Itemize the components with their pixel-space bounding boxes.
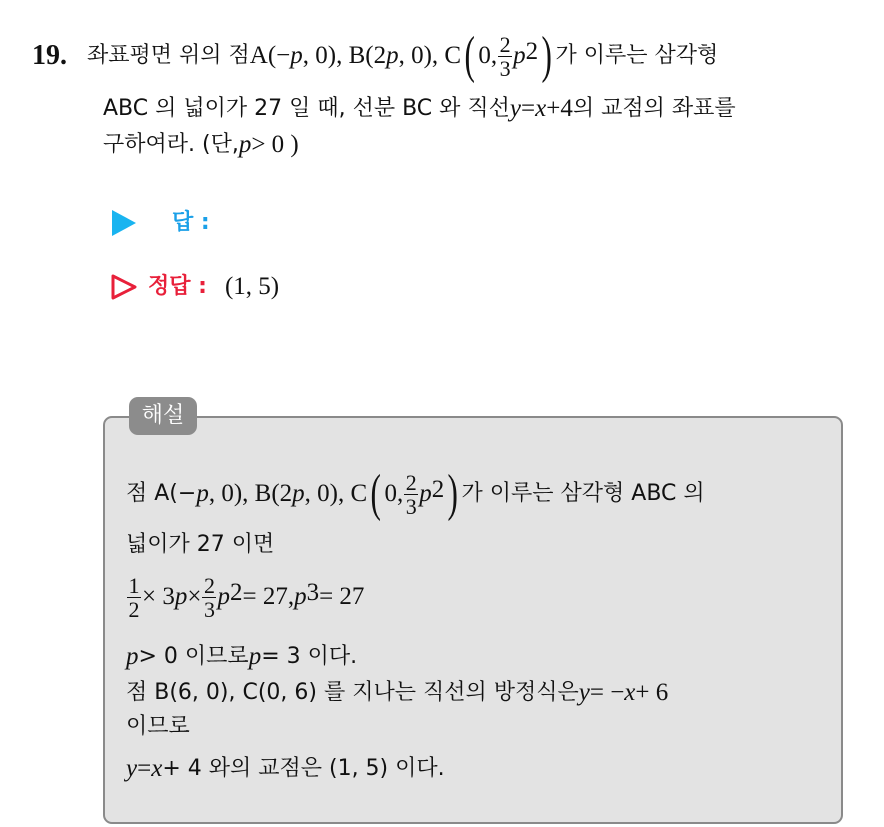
play-triangle-outline-icon	[110, 273, 138, 301]
problem-number: 19.	[32, 40, 67, 71]
solution-line-6: 이므로	[126, 714, 190, 739]
left-paren: (	[464, 27, 475, 84]
correct-answer-line	[110, 272, 279, 302]
solution-tag: 해설	[129, 397, 197, 435]
problem-line-3: 구하여라. (단, p > 0 )	[103, 131, 299, 158]
solution-line-4: p > 0 이므로 p = 3 이다.	[126, 643, 358, 670]
problem-line-1: 19. 좌표평면 위의 점 A(− p , 0), B(2 p , 0), C ( 0, $\frac{2}{3}$ p $^2$ ) 가 이루는 삼각형	[32, 27, 719, 84]
solution-line-1: 점 A(− p , 0), B(2 p , 0), C ( 0, $\frac{2}{3}$ p $^2$ ) 가 이루는 삼각형 ABC 의	[126, 465, 705, 522]
play-triangle-filled-icon	[112, 210, 136, 236]
solution-line-5: 점 B(6, 0), C(0, 6) 를 지나는 직선의 방정식은 y = − x + 6	[126, 679, 669, 706]
right-paren: )	[541, 27, 553, 84]
solution-line-2: 넓이가 27 이면	[126, 532, 275, 557]
solution-line-7: y = x + 4 와의 교점은 (1, 5) 이다.	[126, 755, 445, 782]
answer-label: 답 :	[172, 210, 210, 235]
problem-line-2: ABC 의 넓이가 27 일 때, 선분 BC 와 직선 y = x +4 의 교점의 좌표를	[103, 95, 736, 122]
correct-answer-value: (1, 5)	[224, 273, 280, 300]
correct-answer-label: 정답 :	[148, 274, 207, 299]
answer-line	[112, 208, 210, 238]
fraction-two-thirds: $\frac{2}{3}$	[499, 31, 511, 81]
solution-line-3: $\frac{1}{2}$ × 3 p × $\frac{2}{3}$ p $^2$ = 27, p $^3$ = 27	[128, 572, 365, 622]
